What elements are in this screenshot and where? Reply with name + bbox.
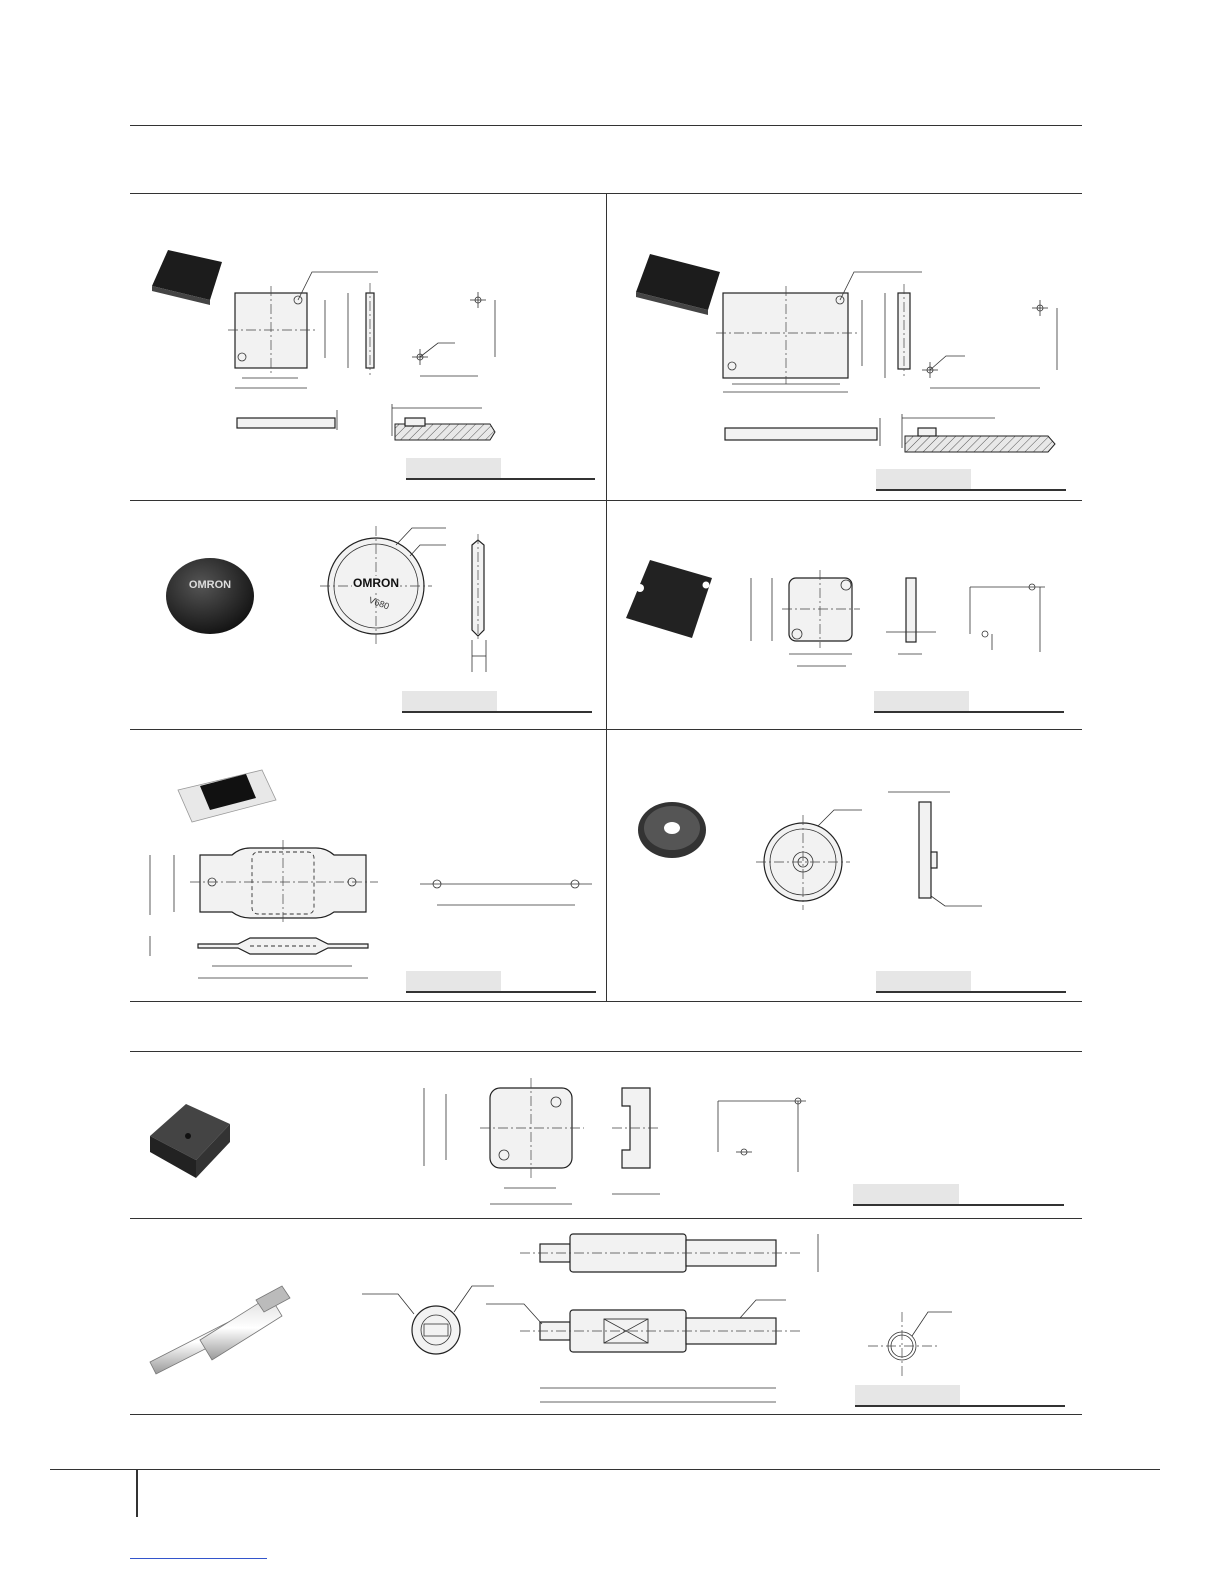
bolt-tag-photo xyxy=(150,1286,290,1374)
spec-table-8 xyxy=(855,1385,1065,1407)
coin-drawing-marking: V680 xyxy=(367,594,391,612)
coin-photo-logo: OMRON xyxy=(188,579,232,591)
bolt-tag-mount-hole xyxy=(868,1312,952,1378)
bolt-tag-top-view xyxy=(520,1234,818,1272)
coin-drawing-logo: OMRON xyxy=(353,576,399,590)
bolt-tag-front-view xyxy=(486,1300,800,1402)
bolt-tag-end-view xyxy=(362,1286,494,1354)
